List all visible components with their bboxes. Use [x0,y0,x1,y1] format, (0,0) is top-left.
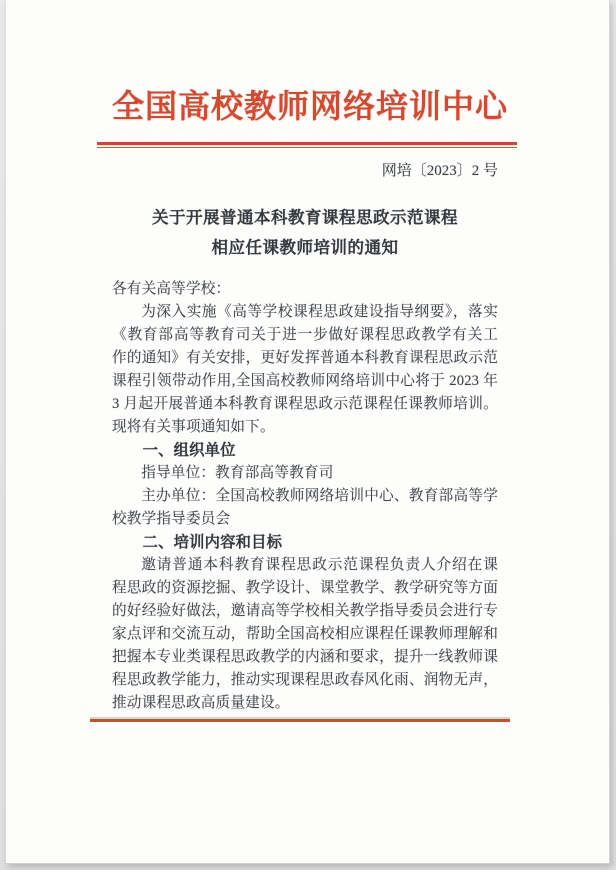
paragraph-2-line: 推动课程思政高质量建设。 [112,695,290,711]
document-page [6,0,610,864]
letterhead-org-name: 全国高校教师网络培训中心 [112,88,509,124]
document-title-line-1: 关于开展普通本科教育课程思政示范课程 [152,209,458,227]
document-title [112,203,498,263]
paragraph-1-line: 课程引领带动作用,全国高校教师网络培训中心将于 2023 年 [112,373,498,389]
paragraph-2-line: 程思政教学能力，推动实现课程思政春风化雨、润物无声， [112,672,498,688]
footer-divider-strong-line [90,719,510,722]
paragraph-2-line: 把握本专业类课程思政教学的内涵和要求，提升一线教师课 [112,649,498,665]
document-number: 网培〔2023〕2 号 [381,163,498,179]
section-1-line: 校教学指导委员会 [112,511,231,527]
letterhead-divider-thin-line [97,147,517,148]
paragraph-2-line: 程思政的资源挖掘、教学设计、课堂教学、教学研究等方面 [112,580,498,596]
paragraph-1-line: 现将有关事项通知如下。 [112,419,275,435]
paragraph-1-line: 3 月起开展普通本科教育课程思政示范课程任课教师培训。 [112,396,498,412]
paragraph-1-line: 作的通知》有关安排，更好发挥普通本科教育课程思政示范 [112,350,498,366]
section-1-line: 主办单位：全国高校教师网络培训中心、教育部高等学 [141,488,498,504]
paragraph-2-line: 的好经验好做法，邀请高等学校相关教学指导委员会进行专 [112,603,498,619]
salutation: 各有关高等学校： [112,281,231,297]
section-1-heading: 一、组织单位 [142,442,236,459]
paragraph-1-line: 为深入实施《高等学校课程思政建设指导纲要》，落实 [141,304,498,320]
section-2-heading: 二、培训内容和目标 [142,534,283,551]
section-1-line: 指导单位：教育部高等教育司 [141,465,334,481]
paragraph-2-line: 邀请普通本科教育课程思政示范课程负责人介绍在课 [141,557,498,573]
document-title-line-2: 相应任课教师培训的通知 [211,239,399,257]
footer-divider [90,717,510,722]
letterhead-divider [97,142,517,148]
document-body [112,278,498,715]
paragraph-2-line: 家点评和交流互动，帮助全国高校相应课程任课教师理解和 [112,626,498,642]
page-content [112,84,509,722]
paragraph-1-line: 《教育部高等教育司关于进一步做好课程思政教学有关工 [112,327,498,343]
